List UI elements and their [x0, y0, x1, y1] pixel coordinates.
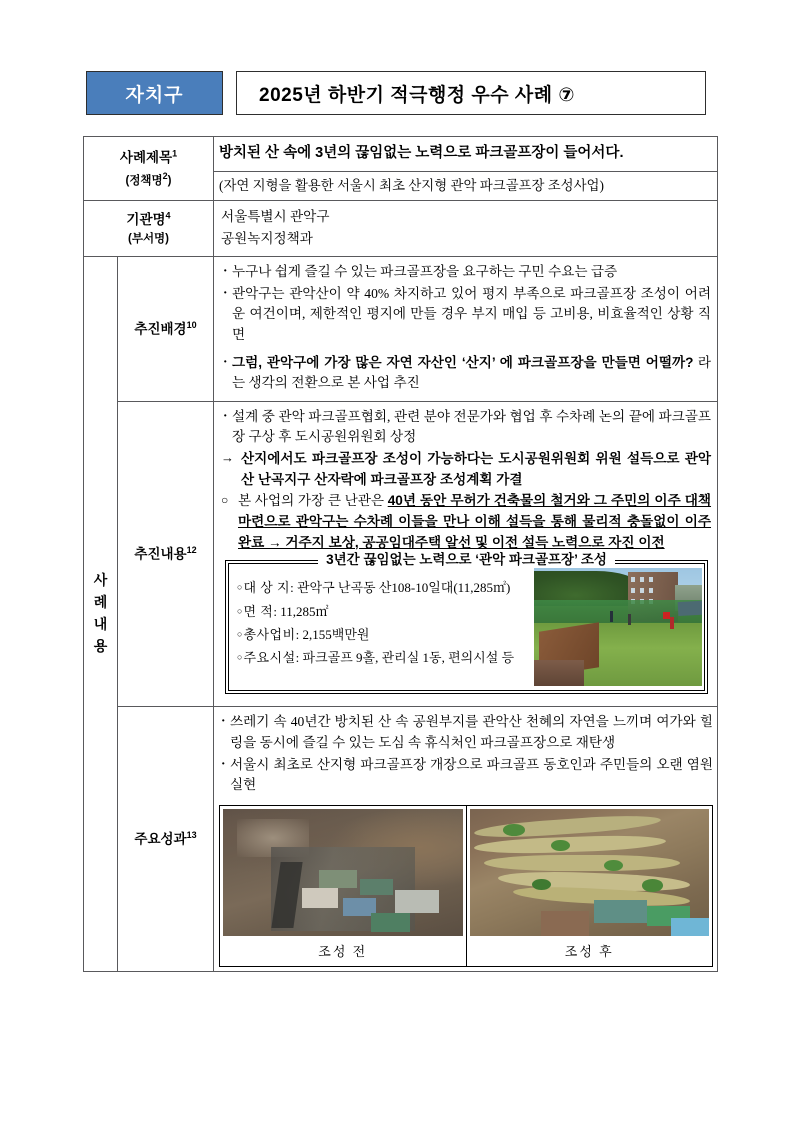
- before-roof-6: [371, 913, 409, 932]
- org-name-label: 기관명$^4$: [126, 210, 171, 227]
- after-photo-cell: [466, 806, 713, 967]
- row-label-case-title: [84, 137, 214, 201]
- after-green-2: [551, 840, 570, 851]
- before-aerial-photo: [223, 809, 463, 936]
- photo-person-3: [670, 617, 674, 629]
- page-header: [86, 71, 706, 115]
- row-label-contents: 추진내용$^{12}$: [118, 401, 214, 707]
- before-photo-cell: [220, 806, 467, 967]
- case-title-sublabel: (정책명$^2$): [125, 170, 172, 187]
- before-roof-3: [302, 888, 338, 908]
- after-green-1: [503, 824, 525, 835]
- project-summary-inner: [228, 552, 705, 691]
- before-photo-caption: 조성 전: [318, 944, 368, 960]
- table-row-org-name: [84, 200, 718, 256]
- background-content: [214, 256, 718, 401]
- row-label-results: 주요성과$^{13}$: [118, 707, 214, 971]
- org-name-sublabel: (부서명): [128, 233, 169, 246]
- case-title-label: 사례제목$^1$: [119, 148, 178, 166]
- spine-char-4: 용: [93, 637, 108, 654]
- contents-content: [214, 401, 718, 707]
- org-name-value: [214, 200, 718, 256]
- bullet-circle-icon: ○: [237, 651, 243, 662]
- after-green-4: [642, 879, 664, 892]
- bullet-circle-icon: ○: [237, 582, 243, 593]
- project-spec-row: ○주요시설: 파크골프 9홀, 관리실 1동, 편의시설 등: [237, 649, 515, 665]
- case-subtitle-value: (자연 지형을 활용한 서울시 최초 산지형 관악 파크골프장 조성사업): [214, 171, 718, 200]
- photo-canopy: [678, 600, 702, 616]
- category-badge: 자치구: [86, 71, 223, 115]
- spine-char-2: 례: [93, 594, 108, 611]
- photo-row: [220, 806, 713, 967]
- row-label-background: 추진배경$^{10}$: [118, 256, 214, 401]
- project-summary-box: [225, 552, 708, 694]
- project-spec-row: ○총사업비: 2,155백만원: [237, 626, 370, 642]
- after-fairway-3: [484, 855, 680, 872]
- project-spec-row: ○면 적: 11,285㎡: [237, 603, 329, 619]
- after-aerial-photo: [470, 809, 710, 936]
- table-row-background: [84, 256, 718, 401]
- after-clubhouse: [594, 900, 647, 923]
- before-roof-1: [319, 870, 357, 888]
- bullet-circle-icon: ○: [237, 628, 243, 639]
- spine-char-1: 사: [93, 572, 108, 589]
- case-report-table: [83, 136, 718, 972]
- table-row-results: [84, 707, 718, 971]
- case-title-value: 방치된 산 속에 3년의 끊임없는 노력으로 파크골프장이 들어서다.: [214, 137, 718, 172]
- list-item: · 쓰레기 속 40년간 방치된 산 속 공원부지를 관악산 천혜의 자연을 느끼며 여가와 힐링을 동시에 즐길 수 있는 도심 속 휴식처인 파크골프장으로 재탄생: [219, 712, 713, 753]
- table-row-contents: [84, 401, 718, 707]
- park-golf-course-photo: [534, 568, 702, 686]
- org-line-2: 공원녹지정책과: [221, 230, 313, 246]
- after-plaza: [541, 911, 589, 936]
- project-summary-body: [229, 564, 704, 690]
- bullet-circle-icon: ○: [237, 605, 243, 616]
- list-item: → 산지에서도 파크골프장 조성이 가능하다는 도시공원위원회 위원 설득으로 관악산 난곡지구 산자락에 파크골프장 조성계획 가결: [221, 449, 711, 490]
- contents-bullet-list: [221, 407, 711, 554]
- photo-flag-icon: [663, 612, 670, 619]
- list-item: · 설계 중 관악 파크골프협회, 관련 분야 전문가와 협업 후 수차례 논의 끝에 파크골프장 구상 후 도시공원위원회 상정: [221, 407, 711, 448]
- page-title: 2025년 하반기 적극행정 우수 사례 ⑦: [236, 71, 706, 115]
- list-item: · 그럼, 관악구에 가장 많은 자연 자산인 ‘산지’ 에 파크골프장을 만들면 어떨까? 라는 생각의 전환으로 본 사업 추진: [221, 353, 711, 394]
- photo-person-2: [628, 614, 631, 625]
- section-spine-case-contents: [84, 256, 118, 971]
- before-roof-5: [395, 890, 438, 913]
- results-bullet-list: [219, 712, 713, 796]
- background-bullet-list: [221, 262, 711, 394]
- project-summary-title: 3년간 끊임없는 노력으로 ‘관악 파크골프장’ 조성: [229, 553, 704, 567]
- after-green-3: [604, 860, 623, 871]
- before-roof-2: [360, 879, 394, 896]
- after-photo-caption: 조성 후: [564, 944, 614, 960]
- list-item: ○ 본 사업의 가장 큰 난관은 40년 동안 무허가 건축물의 철거와 그 주민의 이주 대책 마련으로 관악구는 수차례 이들을 만나 이해 설득을 통해 물리적 충돌없이 이주 완료 → 거주지 보상, 공공임대주택 알선 및 이전 설득 노력으로 자진 이전: [221, 491, 711, 553]
- results-content: [214, 707, 718, 971]
- row-label-org-name: [84, 200, 214, 256]
- table-row-case-title: [84, 137, 718, 172]
- project-spec-list: [229, 578, 534, 686]
- before-after-photo-table: [219, 805, 713, 967]
- project-spec-row: ○대 상 지: 관악구 난곡동 산108-10일대(11,285㎡): [237, 580, 511, 596]
- photo-stone-wall: [534, 660, 584, 686]
- list-item: · 서울시 최초로 산지형 파크골프장 개장으로 파크골프 동호인과 주민들의 오랜 염원 실현: [219, 755, 713, 796]
- list-item: · 누구나 쉽게 즐길 수 있는 파크골프장을 요구하는 구민 수요는 급증: [221, 262, 711, 283]
- org-line-1: 서울특별시 관악구: [221, 208, 330, 224]
- spine-char-3: 내: [93, 615, 108, 632]
- photo-building-windows: [631, 577, 635, 582]
- photo-person-1: [610, 611, 613, 622]
- after-facility-2: [671, 918, 709, 936]
- list-item: · 관악구는 관악산이 약 40% 차지하고 있어 평지 부족으로 파크골프장 조성이 어려운 여건이며, 제한적인 평지에 만들 경우 부지 매입 등 고비용, 비효율적인 상황 직면: [221, 284, 711, 346]
